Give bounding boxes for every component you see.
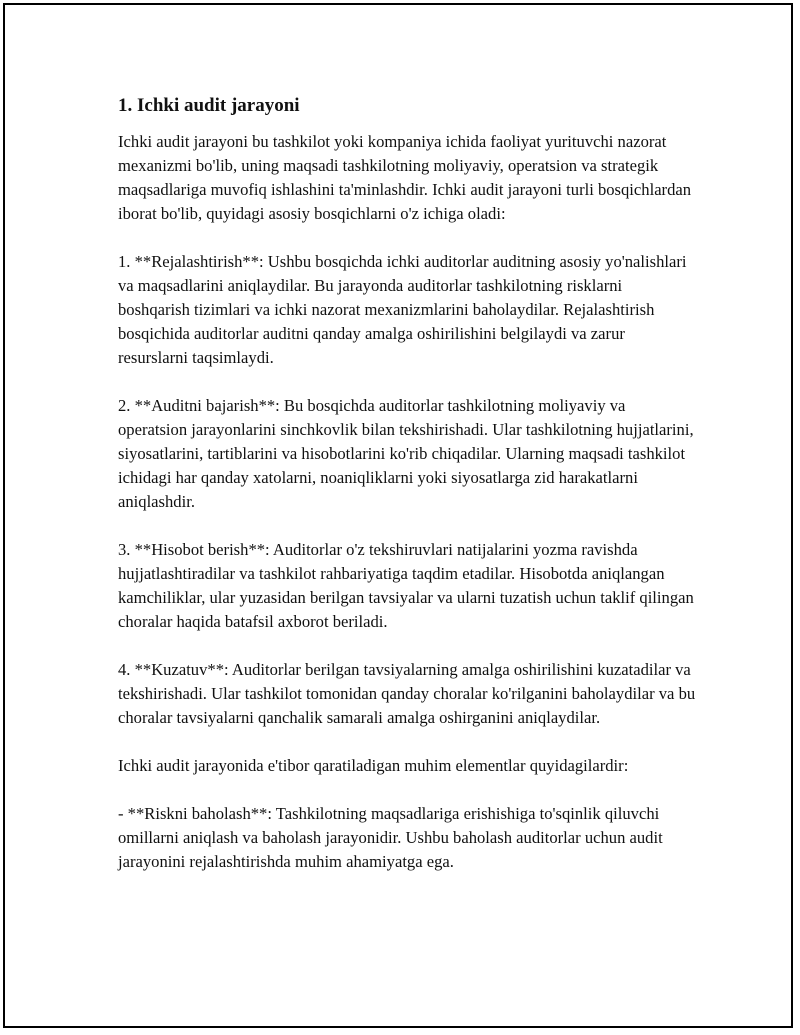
step-execution-paragraph: 2. **Auditni bajarish**: Bu bosqichda auditorlar tashkilotning moliyaviy va operatsion jarayonlarini sinchkovlik bilan tekshirishadi. Ular tashkilotning hujjatlarini, siyosatlarini, tartiblarini va hisobotlarini ko'rib chiqadilar. Ularning maqsadi tashkilot ichidagi har qanday xatolarni, noaniqliklarni yoki siyosatlarga zid harakatlarni aniqlashdir. (118, 396, 694, 511)
step-planning-paragraph: 1. **Rejalashtirish**: Ushbu bosqichda ichki auditorlar auditning asosiy yo'nalishlari va maqsadlarini aniqlaydilar. Bu jarayonda auditorlar tashkilotning risklarni boshqarish tizimlari va ichki nazorat mexanizmlarini baholaydilar. Rejalashtirish bosqichida auditorlar auditni qanday amalga oshirilishini belgilaydi va zarur resurslarni taqsimlaydi. (118, 252, 687, 367)
document-title: 1. Ichki audit jarayoni (118, 95, 300, 116)
document-body (118, 92, 698, 898)
elements-intro-paragraph: Ichki audit jarayonida e'tibor qaratiladigan muhim elementlar quyidagilardir: (118, 756, 629, 775)
intro-paragraph: Ichki audit jarayoni bu tashkilot yoki kompaniya ichida faoliyat yurituvchi nazorat mexanizmi bo'lib, uning maqsadi tashkilotning moliyaviy, operatsion va strategik maqsadlariga muvofiq ishlashini ta'minlashdir. Ichki audit jarayoni turli bosqichlardan iborat bo'lib, quyidagi asosiy bosqichlarni o'z ichiga oladi: (118, 132, 692, 223)
risk-assessment-paragraph: - **Riskni baholash**: Tashkilotning maqsadlariga erishishiga to'sqinlik qiluvchi omillarni aniqlash va baholash jarayonidir. Ushbu baholash auditorlar uchun audit jarayonini rejalashtirishda muhim ahamiyatga ega. (118, 804, 663, 871)
step-reporting-paragraph: 3. **Hisobot berish**: Auditorlar o'z tekshiruvlari natijalarini yozma ravishda hujjatlashtiradilar va tashkilot rahbariyatiga taqdim etadilar. Hisobotda aniqlangan kamchiliklar, ular yuzasidan berilgan tavsiyalar va ularni tuzatish uchun taklif qilingan choralar haqida batafsil axborot beriladi. (118, 540, 694, 631)
step-monitoring-paragraph: 4. **Kuzatuv**: Auditorlar berilgan tavsiyalarning amalga oshirilishini kuzatadilar va tekshirishadi. Ular tashkilot tomonidan qanday choralar ko'rilganini baholaydilar va bu choralar tavsiyalarni qanchalik samarali amalga oshirganini aniqlaydilar. (118, 660, 696, 727)
